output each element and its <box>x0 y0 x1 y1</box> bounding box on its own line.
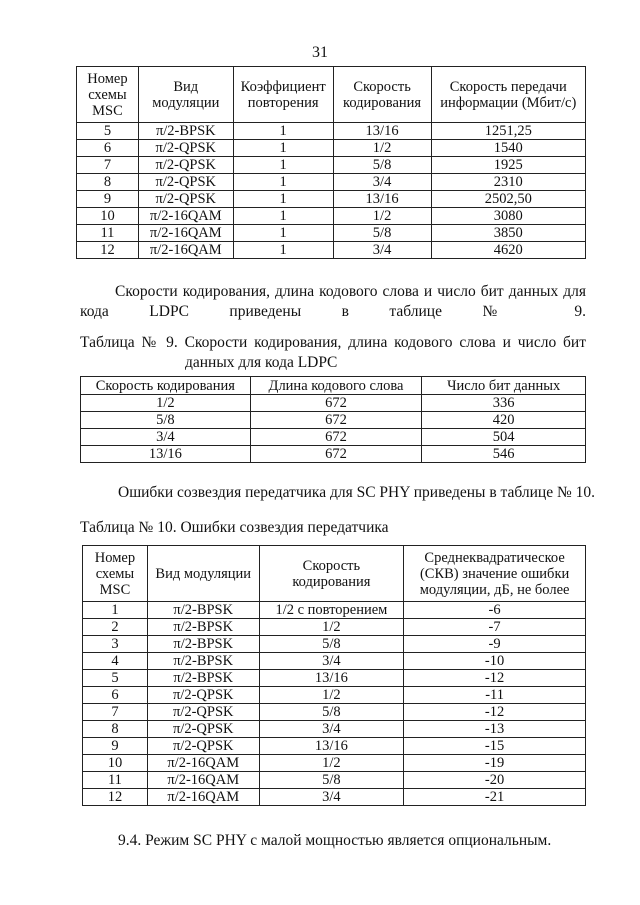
table-cell: 12 <box>83 789 148 806</box>
table-row <box>83 687 586 704</box>
table-cell: 1251,25 <box>431 123 585 140</box>
table-cell: 1925 <box>431 157 585 174</box>
table-cell: 5 <box>77 123 139 140</box>
table-cell: 5/8 <box>259 704 404 721</box>
table-cell: π/2-QPSK <box>147 687 259 704</box>
table-row <box>77 123 586 140</box>
table-cell: 9 <box>83 738 148 755</box>
table-header-row <box>83 546 586 602</box>
table-row <box>83 772 586 789</box>
table-row <box>77 208 586 225</box>
column-header: Скорость передачи информации (Мбит/с) <box>431 67 585 123</box>
table10-caption: Таблица № 10. Ошибки созвездия передатчика <box>80 519 389 536</box>
table-cell: 2502,50 <box>431 191 585 208</box>
table-cell: π/2-BPSK <box>147 653 259 670</box>
table-cell: 8 <box>83 721 148 738</box>
table-cell: 1 <box>233 140 333 157</box>
column-header: Среднеквадратическое (СКВ) значение ошибки модуляции, дБ, не более <box>404 546 586 602</box>
table-cell: 672 <box>250 446 422 463</box>
table-cell: -21 <box>404 789 586 806</box>
table-cell: -19 <box>404 755 586 772</box>
table-row <box>77 174 586 191</box>
column-header: Номер схемы MSC <box>83 546 148 602</box>
table-cell: 13/16 <box>81 446 251 463</box>
table-cell: 504 <box>422 429 586 446</box>
table-cell: π/2-BPSK <box>147 670 259 687</box>
table-cell: 10 <box>77 208 139 225</box>
table-cell: 1 <box>233 208 333 225</box>
paragraph-ldpc-intro-text: Скорости кодирования, длина кодового слова и число бит данных для кода LDPC приведены в таблице № 9. <box>80 283 586 320</box>
table9-caption <box>80 333 586 373</box>
table-cell: 5/8 <box>333 157 431 174</box>
table-cell: 1/2 <box>333 140 431 157</box>
table-header-row <box>81 377 586 395</box>
table-cell: 1 <box>233 123 333 140</box>
paragraph-ldpc-intro <box>80 282 586 322</box>
table-row <box>81 412 586 429</box>
table-cell: -7 <box>404 619 586 636</box>
table-cell: 1540 <box>431 140 585 157</box>
table-row <box>83 670 586 687</box>
table-cell: 1/2 <box>333 208 431 225</box>
table-row <box>83 602 586 619</box>
table-cell: 3/4 <box>259 789 404 806</box>
table-cell: 12 <box>77 242 139 259</box>
table-cell: π/2-QPSK <box>138 140 233 157</box>
table-cell: 7 <box>83 704 148 721</box>
table-cell: 1 <box>233 225 333 242</box>
table-cell: 4 <box>83 653 148 670</box>
table-cell: 3/4 <box>333 242 431 259</box>
table-cell: 13/16 <box>333 123 431 140</box>
table-cell: 6 <box>77 140 139 157</box>
table-cell: 1 <box>233 174 333 191</box>
table-cell: π/2-16QAM <box>147 789 259 806</box>
table-cell: 5/8 <box>259 636 404 653</box>
table-cell: -10 <box>404 653 586 670</box>
table-cell: 1/2 с повторением <box>259 602 404 619</box>
table-cell: -12 <box>404 704 586 721</box>
table-cell: 672 <box>250 412 422 429</box>
table9-caption-line1: Таблица № 9. Скорости кодирования, длина кодового слова и число бит <box>80 334 586 351</box>
table-cell: π/2-QPSK <box>147 738 259 755</box>
table-cell: π/2-QPSK <box>138 191 233 208</box>
column-header: Вид модуляции <box>147 546 259 602</box>
table-row <box>77 191 586 208</box>
table-row <box>83 704 586 721</box>
table-cell: π/2-BPSK <box>147 602 259 619</box>
paragraph-low-power-mode: 9.4. Режим SC PHY с малой мощностью является опциональным. <box>118 832 552 849</box>
table-cell: π/2-BPSK <box>147 619 259 636</box>
table-cell: 1 <box>233 157 333 174</box>
table-row <box>77 157 586 174</box>
table-cell: 3/4 <box>81 429 251 446</box>
table-cell: 3080 <box>431 208 585 225</box>
table-cell: -20 <box>404 772 586 789</box>
table-cell: π/2-16QAM <box>138 225 233 242</box>
table-cell: 672 <box>250 429 422 446</box>
column-header: Скорость кодирования <box>81 377 251 395</box>
table-cell: 3850 <box>431 225 585 242</box>
table-cell: π/2-QPSK <box>138 157 233 174</box>
table-cell: 10 <box>83 755 148 772</box>
column-header: Коэффициент повторения <box>233 67 333 123</box>
table-cell: π/2-16QAM <box>138 242 233 259</box>
table-cell: π/2-BPSK <box>138 123 233 140</box>
table-cell: -11 <box>404 687 586 704</box>
table-cell: 5/8 <box>259 772 404 789</box>
column-header: Номер схемы MSC <box>77 67 139 123</box>
column-header: Число бит данных <box>422 377 586 395</box>
table-cell: 546 <box>422 446 586 463</box>
table-cell: π/2-16QAM <box>147 772 259 789</box>
table-cell: 4620 <box>431 242 585 259</box>
table-cell: π/2-QPSK <box>147 721 259 738</box>
table-row <box>83 721 586 738</box>
table-cell: π/2-QPSK <box>147 704 259 721</box>
table-cell: 5/8 <box>81 412 251 429</box>
table-cell: π/2-BPSK <box>147 636 259 653</box>
table-cell: -13 <box>404 721 586 738</box>
table-cell: 9 <box>77 191 139 208</box>
ldpc-table <box>80 376 586 463</box>
table-cell: 420 <box>422 412 586 429</box>
table-header-row <box>77 67 586 123</box>
table-cell: 6 <box>83 687 148 704</box>
msc-rate-table <box>76 66 586 259</box>
table-cell: 3 <box>83 636 148 653</box>
table-cell: π/2-16QAM <box>138 208 233 225</box>
table-cell: 7 <box>77 157 139 174</box>
constellation-error-table <box>82 545 586 806</box>
table9-caption-line2: данных для кода LDPC <box>185 354 338 371</box>
table-cell: 1/2 <box>259 687 404 704</box>
table-cell: 2310 <box>431 174 585 191</box>
table-cell: 11 <box>83 772 148 789</box>
table-row <box>83 755 586 772</box>
table-row <box>83 636 586 653</box>
column-header: Вид модуляции <box>138 67 233 123</box>
table-cell: 11 <box>77 225 139 242</box>
table-cell: 336 <box>422 395 586 412</box>
table-cell: 2 <box>83 619 148 636</box>
column-header: Скорость кодирования <box>333 67 431 123</box>
table-cell: 3/4 <box>333 174 431 191</box>
table-cell: 1/2 <box>259 755 404 772</box>
table-row <box>83 619 586 636</box>
table-cell: 1 <box>233 242 333 259</box>
table-cell: 5 <box>83 670 148 687</box>
table-row <box>81 446 586 463</box>
table-cell: 1/2 <box>81 395 251 412</box>
table-cell: 672 <box>250 395 422 412</box>
table-cell: 1/2 <box>259 619 404 636</box>
table-cell: π/2-16QAM <box>147 755 259 772</box>
column-header: Длина кодового слова <box>250 377 422 395</box>
table-row <box>83 789 586 806</box>
table-cell: 13/16 <box>259 670 404 687</box>
table-cell: 3/4 <box>259 653 404 670</box>
table-cell: 13/16 <box>333 191 431 208</box>
column-header: Скорость кодирования <box>259 546 404 602</box>
table-cell: 1 <box>233 191 333 208</box>
table-row <box>83 653 586 670</box>
table-cell: -15 <box>404 738 586 755</box>
table-cell: -12 <box>404 670 586 687</box>
table-row <box>77 242 586 259</box>
table-cell: -6 <box>404 602 586 619</box>
table-row <box>83 738 586 755</box>
paragraph-constellation-intro: Ошибки созвездия передатчика для SC PHY приведены в таблице № 10. <box>118 484 595 501</box>
table-row <box>77 140 586 157</box>
table-cell: 5/8 <box>333 225 431 242</box>
table-cell: 1 <box>83 602 148 619</box>
table-cell: π/2-QPSK <box>138 174 233 191</box>
table-row <box>81 395 586 412</box>
table-row <box>77 225 586 242</box>
table-cell: 13/16 <box>259 738 404 755</box>
table-cell: 8 <box>77 174 139 191</box>
page-number: 31 <box>312 44 328 61</box>
table-row <box>81 429 586 446</box>
table-cell: -9 <box>404 636 586 653</box>
table-cell: 3/4 <box>259 721 404 738</box>
